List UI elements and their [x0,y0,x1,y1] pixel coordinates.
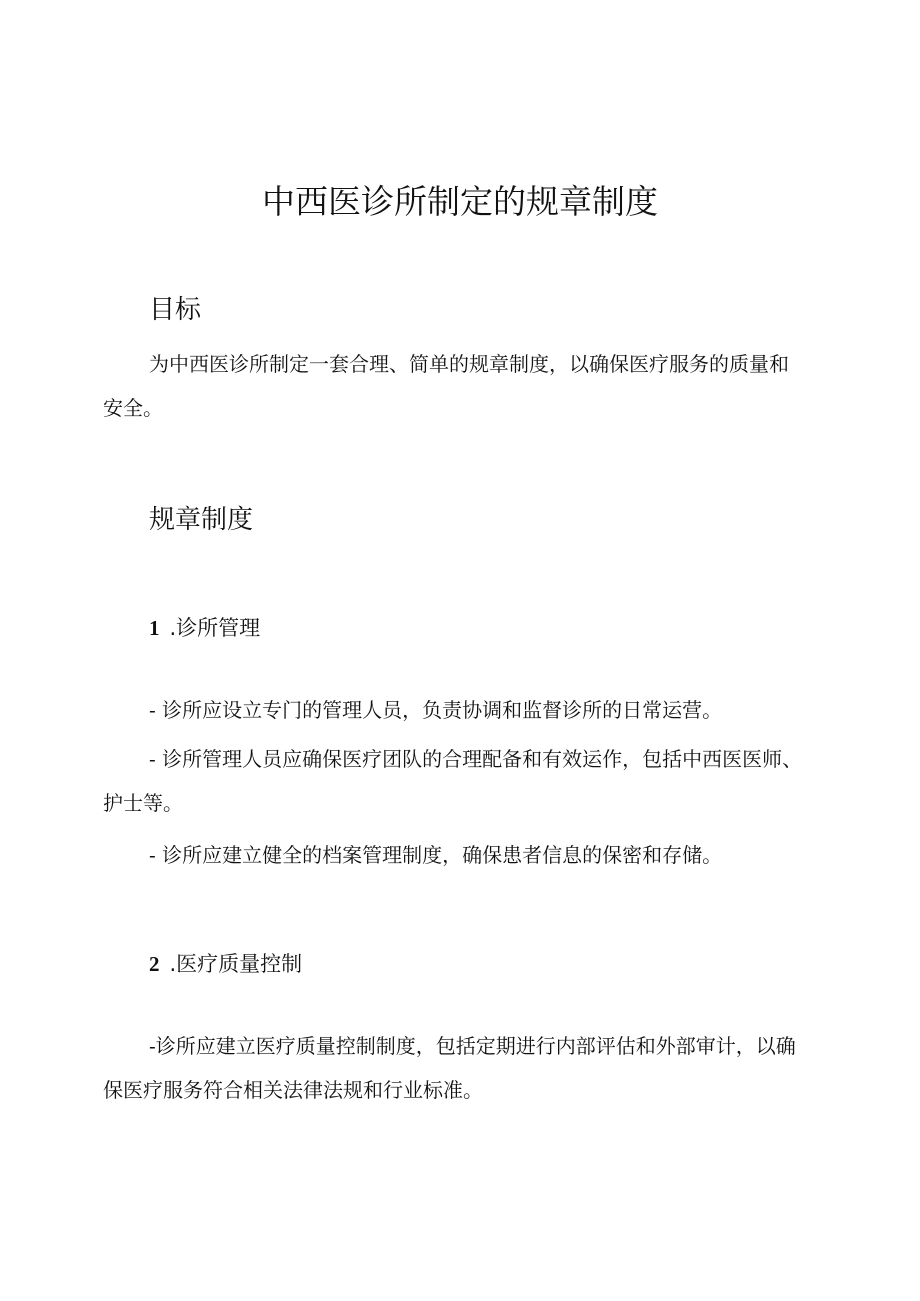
section-1-item-2 [103,737,803,825]
section-1-heading [149,613,260,643]
goal-text: 为中西医诊所制定一套合理、简单的规章制度，以确保医疗服务的质量和安全。 [103,352,789,420]
section-2-title: .医疗质量控制 [169,952,303,976]
section-1-item-1 [103,688,803,732]
section-1-title: .诊所管理 [169,616,261,640]
rules-heading: 规章制度 [149,505,254,535]
item-text: - 诊所应设立专门的管理人员，负责协调和监督诊所的日常运营。 [149,698,723,722]
goal-heading: 目标 [149,295,202,325]
section-2-heading [149,949,302,979]
section-1-number: 1 [149,616,160,640]
goal-paragraph [103,342,803,430]
section-1-item-3 [103,833,803,877]
section-2-number: 2 [149,952,160,976]
item-text: -诊所应建立医疗质量控制制度，包括定期进行内部评估和外部审计，以确保医疗服务符合相关法律法规和行业标准。 [103,1034,796,1102]
item-text: - 诊所应建立健全的档案管理制度，确保患者信息的保密和存储。 [149,843,723,867]
item-text: - 诊所管理人员应确保医疗团队的合理配备和有效运作，包括中西医医师、护士等。 [103,747,803,815]
section-2-item-1 [103,1024,803,1112]
document-title: 中西医诊所制定的规章制度 [262,182,658,221]
